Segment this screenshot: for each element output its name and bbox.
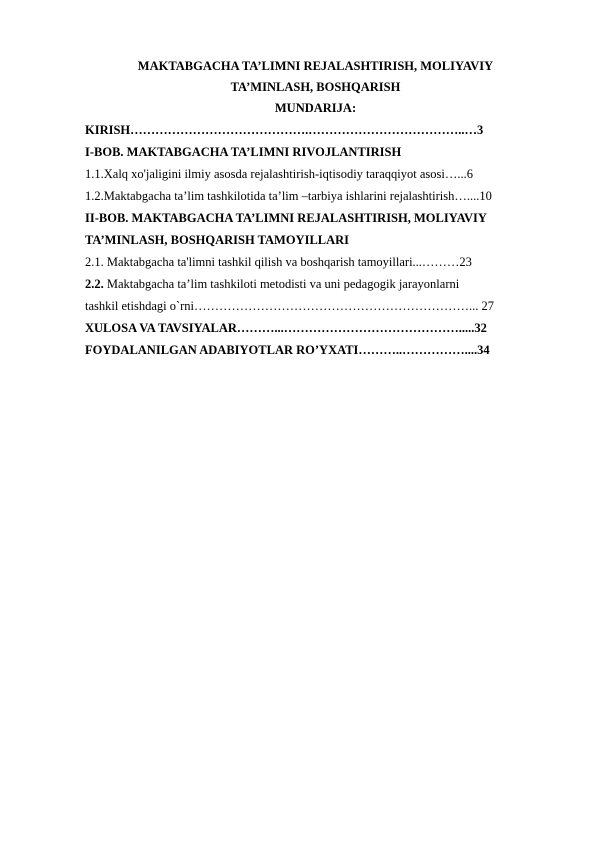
toc-entry-chapter-2-line-2: TA’MINLASH, BOSHQARISH TAMOYILLARI (85, 233, 350, 247)
toc-entry-1-1: 1.1.Xalq xo'jaligini ilmiy asosda rejalashtirish-iqtisodiy taraqqiyot asosi…...6 (85, 167, 473, 181)
toc-entry-kirish: KIRISH…………………………………….………………………………..…3 (85, 123, 484, 137)
toc-entry-1-2: 1.2.Maktabgacha ta’lim tashkilotida ta’lim –tarbiya ishlarini rejalashtirish…....10 (85, 189, 492, 203)
toc-entry-2-2-line-2: tashkil etishdagi o`rni…………………………………………………………... 27 (85, 299, 495, 313)
toc-entry-chapter-1: I-BOB. MAKTABGACHA TA’LIMNI RIVOJLANTIRISH (85, 145, 402, 159)
toc-entry-2-1: 2.1. Maktabgacha ta'limni tashkil qilish va boshqarish tamoyillari...………23 (85, 255, 472, 269)
toc-entry-references: FOYDALANILGAN ADABIYOTLAR RO’YXATI………..……………....34 (85, 343, 490, 357)
toc-entry-conclusion: XULOSA VA TAVSIYALAR………...…………………………………….....32 (85, 321, 487, 335)
toc-entry-2-2-number: 2.2. (85, 277, 104, 291)
toc-entry-2-2-text: Maktabgacha ta’lim tashkiloti metodisti va uni pedagogik jarayonlarni (103, 277, 460, 291)
table-of-contents (85, 119, 546, 361)
contents-heading: MUNDARIJA: (274, 101, 357, 115)
toc-entry-2-2-line-1 (85, 273, 546, 295)
document-title-line-2: TA’MINLASH, BOSHQARISH (230, 80, 401, 94)
document-page (85, 56, 546, 361)
toc-entry-chapter-2-line-1: II-BOB. MAKTABGACHA TA’LIMNI REJALASHTIRISH, MOLIYAVIY (85, 211, 487, 225)
document-title-line-1: MAKTABGACHA TA’LIMNI REJALASHTIRISH, MOLIYAVIY (137, 59, 494, 73)
